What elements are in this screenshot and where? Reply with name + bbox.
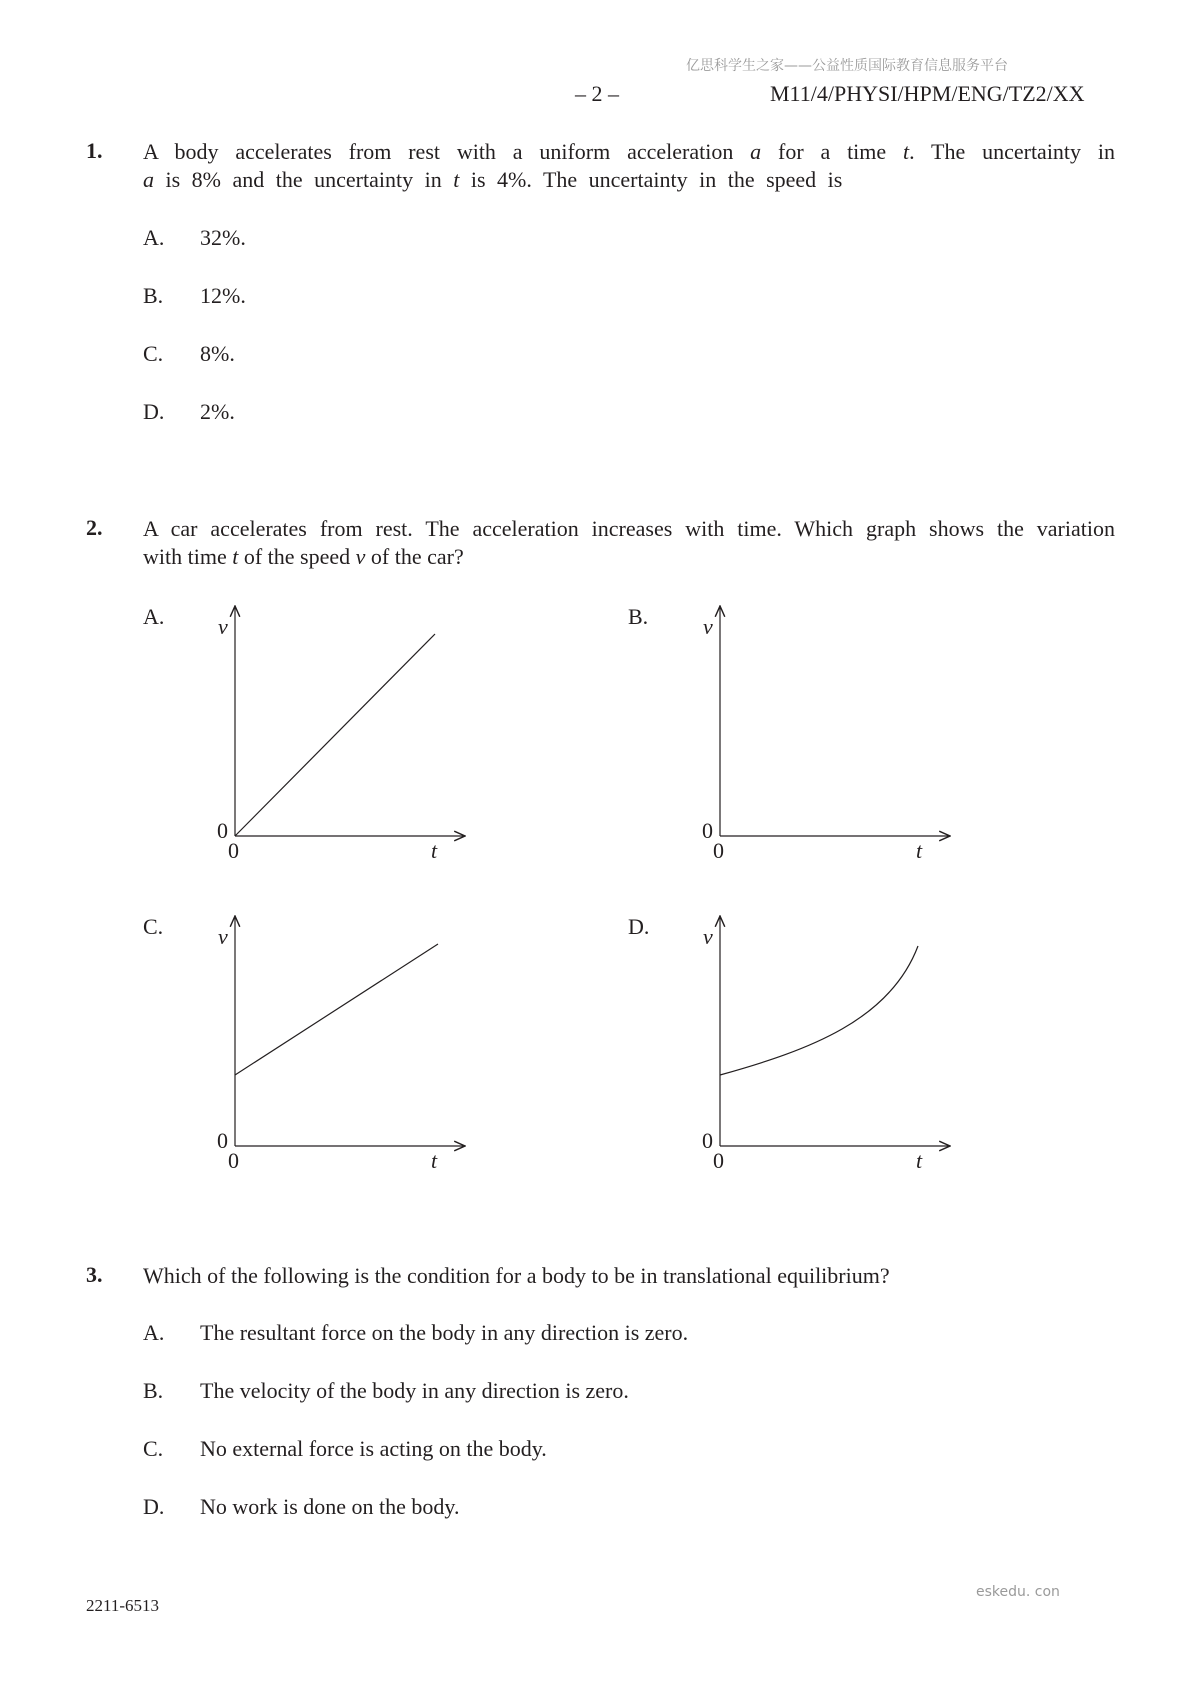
option-label: A.	[143, 225, 165, 250]
speed-curve	[235, 634, 435, 836]
q1-text-part: for a time	[761, 139, 903, 164]
question-1-number: 1.	[86, 138, 103, 163]
option-text: 32%.	[200, 225, 246, 250]
q1-text-part: A body accelerates from rest with a uniform acceleration	[143, 139, 751, 164]
q2-text-part: of the car?	[365, 544, 464, 569]
graph-d	[690, 910, 960, 1180]
option-label: C.	[143, 341, 164, 366]
x-axis-label: t	[916, 838, 923, 863]
x-axis-label: t	[431, 1148, 438, 1173]
origin-x-label: 0	[713, 838, 724, 863]
question-1-line-2	[143, 166, 842, 194]
graph-c-label: C.	[143, 914, 164, 939]
option-text: No work is done on the body.	[200, 1494, 460, 1519]
graph-a-label: A.	[143, 604, 165, 629]
y-axis-label: v	[703, 614, 713, 639]
paper-code: M11/4/PHYSI/HPM/ENG/TZ2/XX	[770, 81, 1085, 106]
q2-var-v: v	[355, 544, 366, 569]
option-text: No external force is acting on the body.	[200, 1436, 547, 1461]
origin-x-label: 0	[713, 1148, 724, 1173]
origin-x-label: 0	[228, 1148, 239, 1173]
question-1-line-1	[143, 138, 1115, 166]
speed-curve	[235, 944, 438, 1075]
y-axis-label: v	[218, 924, 228, 949]
x-axis-label: t	[431, 838, 438, 863]
graph-c	[205, 910, 475, 1180]
question-3-text: Which of the following is the condition for a body to be in translational equilibrium?	[143, 1263, 890, 1288]
q1-text-part: . The uncertainty in	[909, 139, 1115, 164]
graph-a	[205, 600, 475, 870]
q1-var-a: a	[143, 167, 154, 192]
speed-curve	[720, 946, 918, 1075]
question-3-number: 3.	[86, 1262, 103, 1287]
option-label: B.	[143, 283, 164, 308]
origin-y-label: 0	[702, 1128, 713, 1153]
option-text: The velocity of the body in any direction is zero.	[200, 1378, 629, 1403]
q2-text-part: of the speed	[238, 544, 356, 569]
question-2-line-2	[143, 543, 464, 571]
graph-b	[690, 600, 960, 870]
graph-d-label: D.	[628, 914, 650, 939]
watermark-bottom: eskedu. con	[976, 1584, 1060, 1600]
q2-text-part: with time	[143, 544, 233, 569]
q1-text-part: is 4%. The uncertainty in the speed is	[459, 167, 843, 192]
origin-x-label: 0	[228, 838, 239, 863]
watermark-top: 亿思科学生之家——公益性质国际教育信息服务平台	[686, 58, 1008, 74]
option-text: The resultant force on the body in any direction is zero.	[200, 1320, 689, 1345]
x-axis-label: t	[916, 1148, 923, 1173]
q2-var-t: t	[232, 544, 239, 569]
origin-y-label: 0	[702, 818, 713, 843]
q1-text-part: is 8% and the uncertainty in	[154, 167, 454, 192]
y-axis-label: v	[218, 614, 228, 639]
origin-y-label: 0	[217, 818, 228, 843]
y-axis-label: v	[703, 924, 713, 949]
origin-y-label: 0	[217, 1128, 228, 1153]
option-label: B.	[143, 1378, 164, 1403]
q1-var-a: a	[750, 139, 762, 164]
page-number: – 2 –	[575, 81, 619, 106]
option-label: D.	[143, 399, 165, 424]
option-text: 2%.	[200, 399, 235, 424]
question-2-line-1: A car accelerates from rest. The acceleration increases with time. Which graph shows the variation	[143, 516, 1115, 541]
option-text: 8%.	[200, 341, 235, 366]
graph-b-label: B.	[628, 604, 649, 629]
question-2-number: 2.	[86, 515, 103, 540]
option-label: D.	[143, 1494, 165, 1519]
option-label: A.	[143, 1320, 165, 1345]
footer-code: 2211-6513	[86, 1596, 160, 1615]
option-text: 12%.	[200, 283, 246, 308]
option-label: C.	[143, 1436, 164, 1461]
q1-var-t: t	[903, 139, 910, 164]
q1-var-t: t	[453, 167, 460, 192]
